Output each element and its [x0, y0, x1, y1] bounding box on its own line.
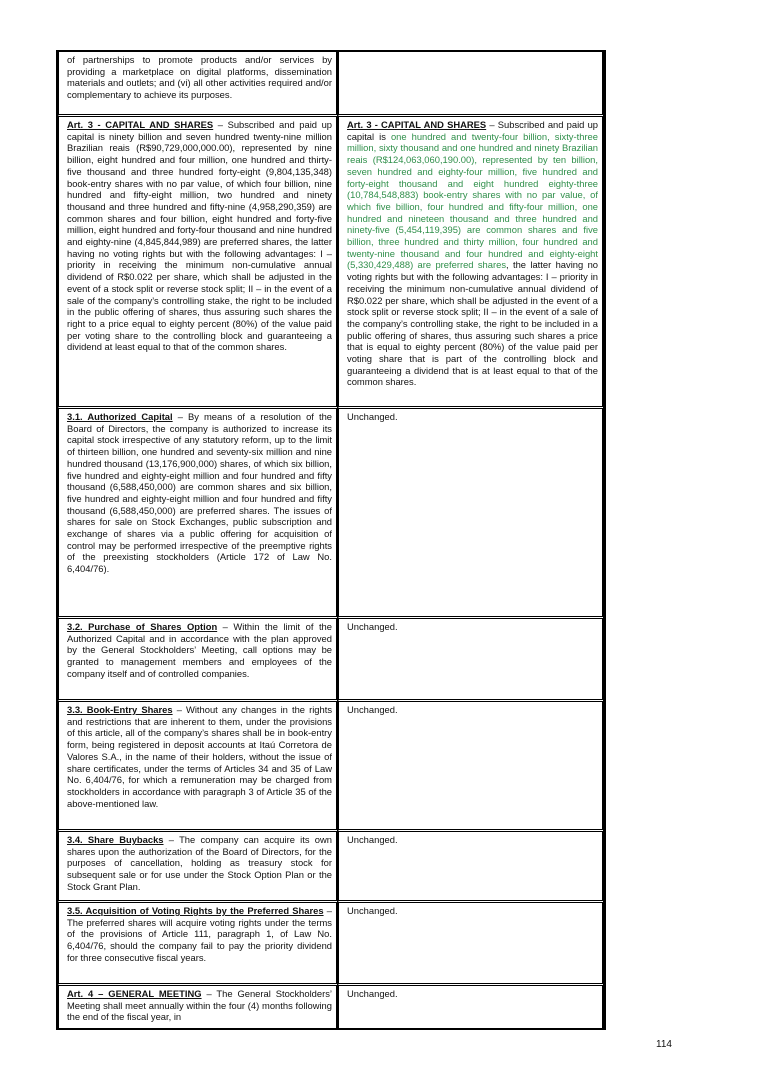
table-row — [58, 900, 604, 983]
section-3-1-heading: 3.1. Authorized Capital — [67, 411, 173, 422]
art3-left-heading: Art. 3 - CAPITAL AND SHARES — [67, 119, 214, 130]
art3-right-text-a: – Subscribed and paid up capital is — [347, 119, 599, 142]
section-3-3-heading: 3.3. Book-Entry Shares — [67, 704, 173, 715]
table-row — [58, 699, 604, 829]
left-cell-3-3 — [58, 699, 338, 829]
right-cell-3-4: Unchanged. — [338, 829, 604, 900]
right-cell-3-5: Unchanged. — [338, 900, 604, 983]
left-cell-row-0 — [58, 52, 338, 114]
right-cell-3-1: Unchanged. — [338, 406, 604, 616]
art4-text: – The General Stockholders’ Meeting shall meet annually within the four (4) months following the end of the fiscal year, in — [67, 988, 332, 1023]
section-3-5-text: – The preferred shares will acquire voting rights under the terms of the provisions of Article 111, paragraph 1, of Law No. 6,404/76, should the company fail to pay the priority dividend for three consecutive fiscal years. — [67, 905, 332, 963]
table-row — [58, 983, 604, 1028]
table-row — [58, 114, 604, 406]
right-cell-art3 — [338, 114, 604, 406]
left-cell-3-5 — [58, 900, 338, 983]
table-row — [58, 829, 604, 900]
right-cell-row-0 — [338, 52, 604, 114]
art3-right-heading: Art. 3 - CAPITAL AND SHARES — [347, 119, 487, 130]
art3-right-changed-text: one hundred and twenty-four billion, sixty-three million, sixty thousand and one hundred and ninety Brazilian reais (R$124,063,060,190.00), represented by ten billion, seven hundred and eighty-four million, five hundred and forty-eight thousand and eight hundred eighty-three (10,784,548,883) book-entry shares with no par value, of which five billion, four hundred and fifty-four million, one hundred and nineteen thousand and three hundred and ninety-five (5,454,119,395) are common shares and five billion, three hundred and thirty million, four hundred and twenty-nine thousand and four hundred and eighty-eight (5,330,429,488) are preferred shares — [347, 130, 598, 271]
comparison-table — [56, 50, 606, 1030]
section-3-2-text: – Within the limit of the Authorized Capital and in accordance with the plan approved by the General Stockholders’ Meeting, call options may be granted to management members and employees of the company itself and of controlled companies. — [67, 621, 332, 679]
art4-heading: Art. 4 – GENERAL MEETING — [67, 988, 202, 999]
left-cell-3-1 — [58, 406, 338, 616]
section-3-1-text: – By means of a resolution of the Board of Directors, the company is authorized to increase its capital stock irrespective of any statutory reform, up to the limit of thirteen billion, one hundred and seventy-six million and nine hundred thousand (13,176,900,000) shares, of which six billion, five hundred and eighty-eight million and four hundred and fifty thousand (6,588,450,000) are common shares and six billion, five hundred and eighty-eight million and four hundred and fifty thousand (6,588,450,000) are preferred shares. The issues of shares for sale on Stock Exchanges, public subscription and exchange of shares via a public offering for acquisition of control may be performed irrespective of the preemptive rights of the preexisting stockholders (Article 172 of Law No. 6,404/76). — [67, 411, 332, 575]
art3-left-text: – Subscribed and paid up capital is ninety billion and seven hundred twenty-nine million Brazilian reais (R$90,729,000,000.00), represented by nine billion, eight hundred and four million, one hundred and thirty-five thousand and three hundred forty-eight (9,804,135,348) book-entry shares with no par value, of which four billion, nine hundred and fifty-eight million, two hundred and ninety thousand and three hundred and fifty-nine (4,958,290,359) are common shares and four billion, eight hundred and forty-five million, eight hundred and forty-four thousand and nine hundred and eighty-nine (4,845,844,989) are preferred shares, the latter having no voting rights but with the following advantages: I – priority in receiving the minimum non-cumulative annual dividend of R$0.022 per share, which shall be adjusted in the event of a stock split or reverse stock split; II – in the event of a sale of the company’s controlling stake, the right to be included in the public offering of shares, thus assuring such shares the right to a price equal to eighty percent (80%) of the value paid per voting share to the controlling block and guaranteeing a dividend at least equal to that of the common shares. — [67, 119, 333, 353]
table-row — [58, 406, 604, 616]
section-3-4-heading: 3.4. Share Buybacks — [67, 834, 164, 845]
table-row — [58, 616, 604, 699]
page-number: 114 — [656, 1039, 672, 1050]
art3-right-text-b: , the latter having no voting rights but with the following advantages: I – priority in receiving the minimum non-cumulative annual dividend of R$0.022 per share, which shall be adjusted in the event of a stock split or reverse stock split; II – in the event of a sale of the company’s controlling stake, the right to be included in a public offering of shares, thus assuring such shares a price that is equal to eighty percent (80%) of the value paid per voting share that is part of the controlling block and guaranteeing a dividend that is at least equal to that of the common shares. — [347, 259, 598, 388]
section-3-4-text: – The company can acquire its own shares upon the authorization of the Board of Directors, for the purposes of cancellation, holding as treasury stock for subsequent sale or for use under the Stock Option Plan or the Stock Grant Plan. — [67, 834, 332, 892]
left-cell-3-4 — [58, 829, 338, 900]
left-cell-art3 — [58, 114, 338, 406]
right-cell-3-2: Unchanged. — [338, 616, 604, 699]
right-cell-art4: Unchanged. — [338, 983, 604, 1028]
section-3-2-heading: 3.2. Purchase of Shares Option — [67, 621, 218, 632]
left-cell-3-2 — [58, 616, 338, 699]
row-0-left-text: of partnerships to promote products and/or services by providing a marketplace on digital platforms, dissemination materials and outlets; and (vi) all other activities required and/or complementary to achieve its purposes. — [67, 54, 332, 101]
table-row — [58, 52, 604, 114]
section-3-5-heading: 3.5. Acquisition of Voting Rights by the Preferred Shares — [67, 905, 324, 916]
right-cell-3-3: Unchanged. — [338, 699, 604, 829]
section-3-3-text: – Without any changes in the rights and restrictions that are inherent to them, under the provisions of this article, all of the company’s shares shall be in book-entry form, being registered in deposit accounts at Itaú Corretora de Valores S.A., in the name of their holders, without the issue of share certificates, under the terms of Articles 34 and 35 of Law No. 6,404/76, for which a remuneration may be charged from stockholders in accordance with paragraph 3 of Article 35 of the above-mentioned law. — [67, 704, 333, 809]
left-cell-art4 — [58, 983, 338, 1028]
